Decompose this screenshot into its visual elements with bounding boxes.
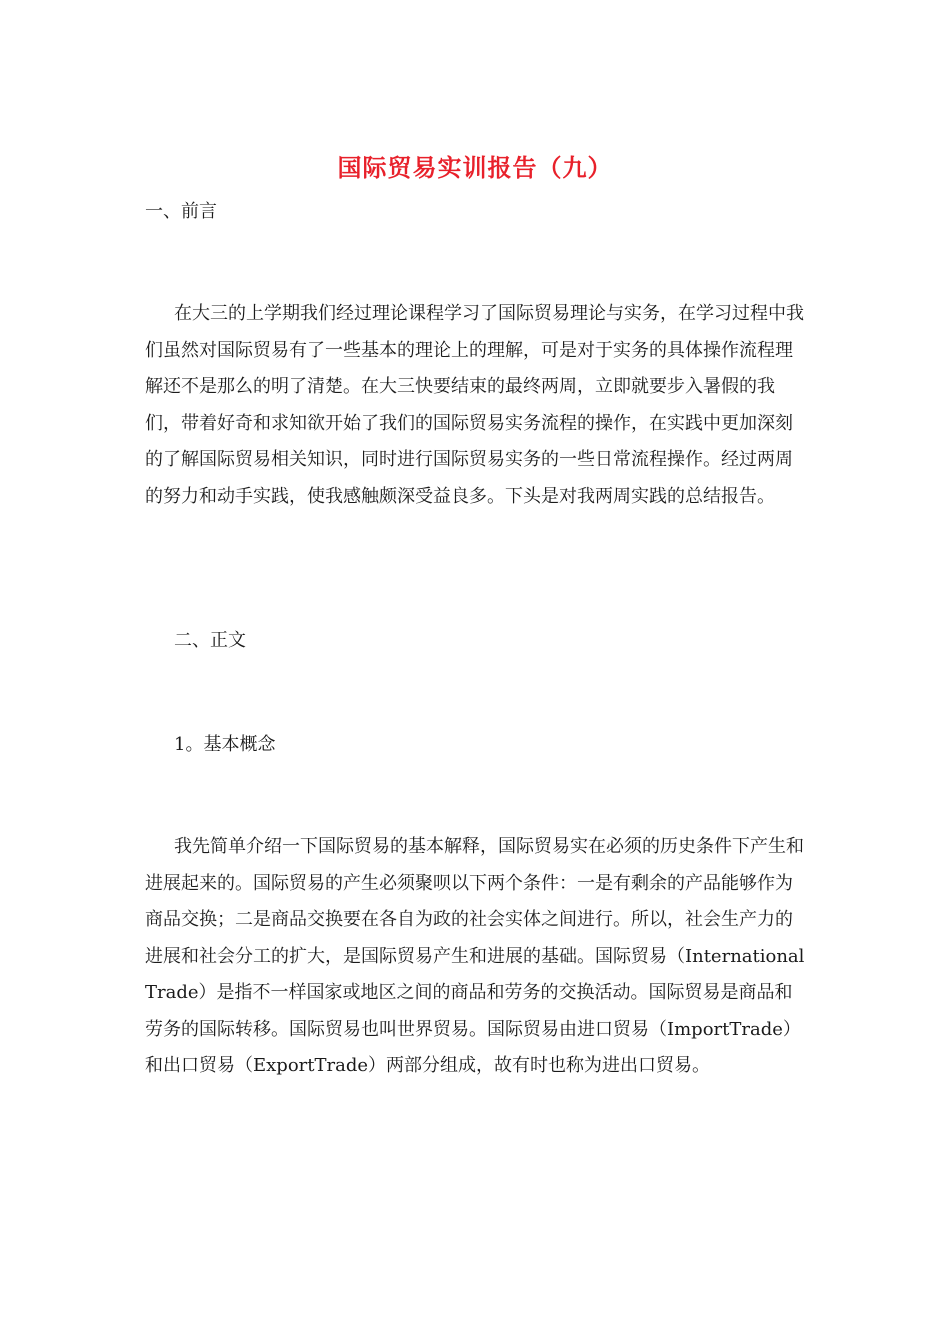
subsection-heading-basic-concepts: 1。基本概念 [174, 734, 276, 755]
document-title: 国际贸易实训报告（九） [337, 153, 613, 182]
preface-paragraph: 在大三的上学期我们经过理论课程学习了国际贸易理论与实务，在学习过程中我们虽然对国际贸易有了一些基本的理论上的理解，可是对于实务的具体操作流程理解还不是那么的明了清楚。在大三快要结束的最终两周，立即就要步入暑假的我们，带着好奇和求知欲开始了我们的国际贸易实务流程的操作，在实践中更加深刻的了解国际贸易相关知识，同时进行国际贸易实务的一些日常流程操作。经过两周的努力和动手实践，使我感触颇深受益良多。下头是对我两周实践的总结报告。 [145, 303, 804, 507]
basic-concepts-paragraph: 我先简单介绍一下国际贸易的基本解释，国际贸易实在必须的历史条件下产生和进展起来的。国际贸易的产生必须聚呗以下两个条件：一是有剩余的产品能够作为商品交换；二是商品交换要在各自为政的社会实体之间进行。所以，社会生产力的进展和社会分工的扩大，是国际贸易产生和进展的基础。国际贸易（InternationalTrade）是指不一样国家或地区之间的商品和劳务的交换活动。国际贸易是商品和劳务的国际转移。国际贸易也叫世界贸易。国际贸易由进口贸易（ImportTrade）和出口贸易（ExportTrade）两部分组成，故有时也称为进出口贸易。 [145, 836, 805, 1076]
section-heading-preface: 一、前言 [145, 201, 217, 222]
section-heading-main: 二、正文 [174, 630, 246, 651]
